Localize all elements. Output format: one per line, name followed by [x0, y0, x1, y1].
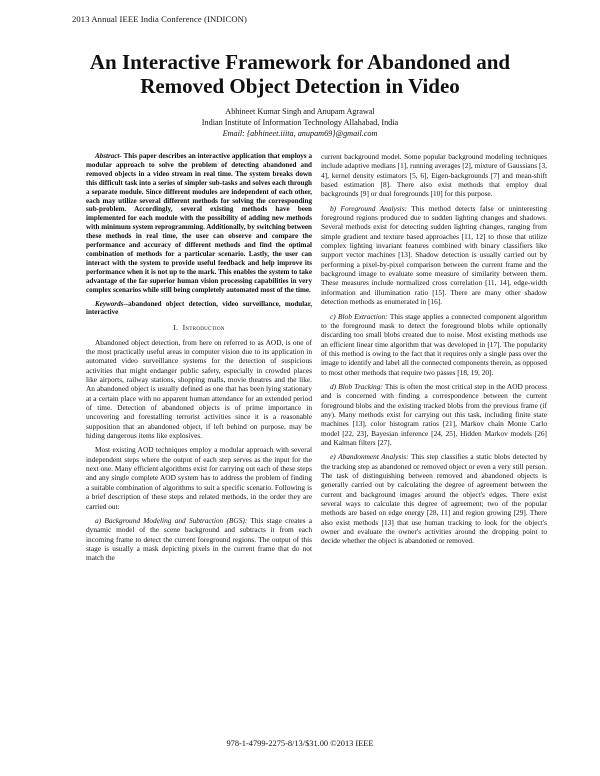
subheading-abandonment-analysis: e) Abandonment Analysis:: [330, 452, 409, 462]
left-column: [86, 152, 312, 568]
paragraph-blob-tracking: [321, 382, 547, 447]
paragraph-abandonment-analysis: [321, 452, 547, 545]
abstract: [86, 152, 312, 295]
subheading-blob-extraction: c) Blob Extraction:: [330, 311, 388, 321]
section-number: I.: [173, 323, 179, 333]
paragraph-foreground-analysis: [321, 204, 547, 307]
author-block: [40, 106, 560, 139]
subheading-foreground-analysis: b) Foreground Analysis:: [330, 203, 408, 213]
subheading-bgs: a) Background Modeling and Subtraction (BGS):: [95, 515, 248, 525]
author-email: Email: {abhineet.iiita, anupam69}@gmail.com: [222, 129, 378, 138]
paper-title: [40, 50, 560, 98]
copyright-footer: 978-1-4799-2275-8/13/$31.00 ©2013 IEEE: [226, 739, 374, 748]
paragraph-blob-extraction: [321, 312, 547, 377]
continued-paragraph: current background model. Some popular background modeling techniques include adaptive medians [1], running averages [2], mixture of Gaussians [3, 4], kernel density estimators [5, 6], Eigen-backgrounds [7] and mean-shift based estimation [8]. There also exist methods that employ dual backgrounds [9] or dual foregrounds [10] for this purpose.: [321, 152, 547, 199]
right-column: [321, 152, 547, 551]
section-title: Introduction: [182, 323, 225, 333]
conference-header: 2013 Annual IEEE India Conference (INDICON): [72, 14, 247, 24]
title-line-1: An Interactive Framework for Abandoned and: [89, 50, 511, 74]
subheading-blob-tracking: d) Blob Tracking:: [330, 381, 383, 391]
blob-extraction-text: This stage applies a connected component algorithm to the foreground mask to detect the foreground blobs while optionally discarding too small blobs created due to noise. Most existing methods use an efficient linear time algorithm that was developed in [17]. The popularity of this method is owing to the fact that it requires only a single pass over the image to identify and label all the connected components therein, as opposed to most other methods that require two passes [18, 19, 20].: [321, 311, 547, 377]
intro-paragraph-bgs: [86, 516, 312, 563]
foreground-analysis-text: This method detects false or uninteresting foreground regions produced due to sudden lighting changes and shadows. Several methods exist for detecting sudden lighting changes, ranging from simple gradient and texture based approaches [11, 12] to those that utilize complex lighting invariant features combined with binary classifiers like support vector machines [13]. Shadow detection is usually carried out by performing a pixel-by-pixel comparison between the current frame and the background image to evaluate some measure of similarity between them. These measures include normalized cross correlation [11, 14], edge-width information and illumination ratio [15]. There are many other shadow detection methods as enumerated in [16].: [321, 203, 547, 307]
section-heading-introduction: [86, 323, 312, 332]
keywords-text: --abandoned object detection, video surveillance, modular, interactive: [86, 299, 312, 317]
author-names: Abhineet Kumar Singh and Anupam Agrawal: [225, 107, 375, 116]
keywords-label: Keywords: [95, 299, 124, 308]
bgs-text: This stage creates a dynamic model of the scene background and subtracts it from each incoming frame to detect the current foreground regions. The output of this stage is usually a mask depicting pixels in the current frame that do not match the: [86, 515, 313, 563]
keywords: [86, 300, 312, 318]
author-affiliation: Indian Institute of Information Technology Allahabad, India: [201, 118, 399, 127]
title-line-2: Removed Object Detection in Video: [140, 74, 460, 98]
blob-tracking-text: This is often the most critical step in the AOD process and is concerned with finding a correspondence between the current foreground blobs and the existing tracked blobs from the previous frame (if any). Many methods exist for carrying out this task, including finite state machines [13], color histogram ratios [21], Markov chain Monte Carlo model [22, 23], Bayesian inference [24, 25], Hidden Markov models [26] and Kalman filters [27].: [321, 381, 548, 447]
intro-paragraph-1: Abandoned object detection, from here on referred to as AOD, is one of the most practically useful areas in computer vision due to its application in automated video surveillance systems for the detection of suspicious activities that might endanger public safety, especially in crowded places like airports, railway stations, shopping malls, movie theatres and the like. An abandoned object is usually defined as one that has been lying stationary at a certain place with no apparent human attendance for an extended period of time. Detection of abandoned objects is of prime importance in uncovering and forestalling terrorist activities since it is a reasonable supposition that an abandoned object, if left behind on purpose, may be hiding dangerous items like explosives.: [86, 337, 312, 441]
abstract-text: This paper describes an interactive application that employs a modular approach to solve the problem of detecting abandoned and removed objects in a video stream in real time. The system breaks down this difficult task into a series of simpler sub-tasks and solves each through a separate module. Since different modules are independent of each other, each may utilize several different methods for solving the corresponding sub-problem. Accordingly, several existing methods have been implemented for each module with the possibility of adding new methods with minimum system reprogramming. Additionally, by switching between these methods in real time, the user can observe and compare the performance and accuracy of different methods and find the optimal combination of methods for a particular scenario. Lastly, the user can interact with the system to provide useful feedback and help improve its performance when it is not up to the mark. This enables the system to take advantage of the far superior human vision processing capabilities in very complex scenarios while still being completely automated most of the time.: [86, 152, 312, 294]
abandonment-analysis-text: This step classifies a static blobs detected by the tracking step as abandoned or removed object or even a very still person. The task of distinguishing between removed and abandoned objects is generally carried out by calculating the degree of agreement between the current and background images around the object's edges. There exist several ways to calculate this degree of agreement; two of the popular methods are based on edge energy [28, 11] and region growing [29]. There also exist methods [13] that use human tracking to look for the object's owner and evaluate the owner's activities around the dropping point to decide whether the object is abandoned or removed.: [321, 452, 547, 546]
abstract-label: Abstract-: [95, 152, 122, 160]
intro-paragraph-2: Most existing AOD techniques employ a modular approach with several independent steps where the output of each step serves as the input for the next one. Many efficient algorithms exist for carrying out each of these steps and any single complete AOD system has to address the problem of finding a suitable combination of algorithms to suit a specific scenario. Following is a brief description of these steps and related methods, in the order they are carried out:: [86, 445, 312, 511]
